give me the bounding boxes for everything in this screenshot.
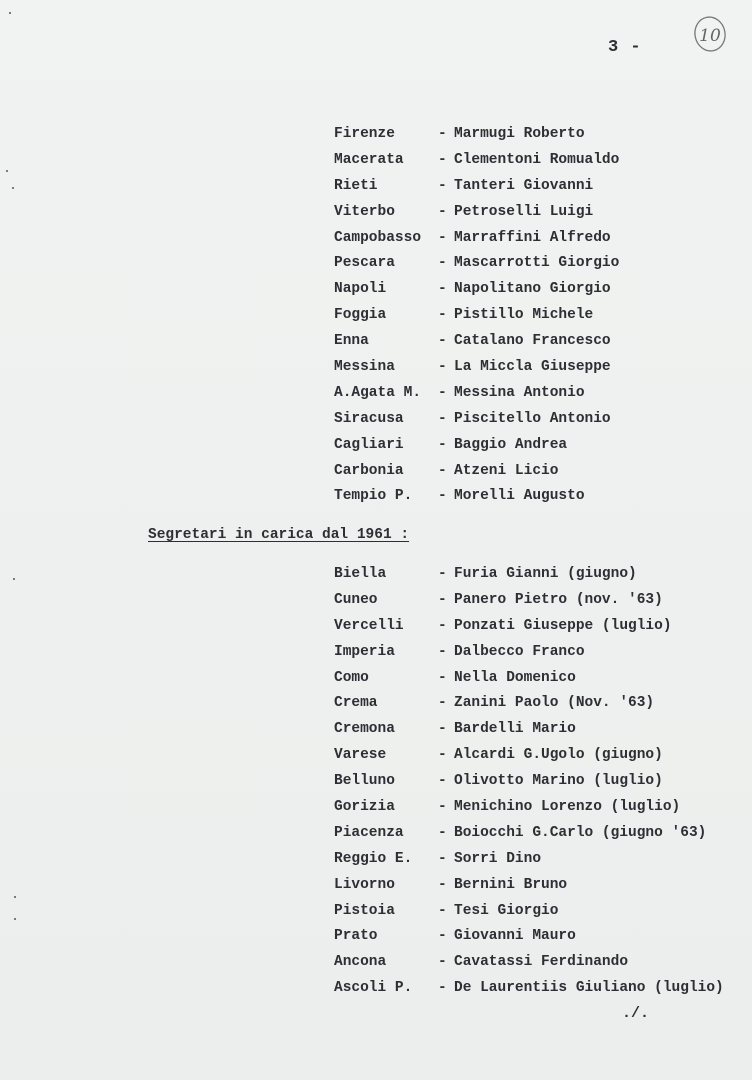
dash-separator: -	[438, 902, 447, 919]
secretary-name: Catalano Francesco	[454, 333, 611, 350]
city-name: Imperia	[334, 643, 395, 660]
city-name: Ancona	[334, 954, 387, 971]
dash-separator: -	[438, 384, 447, 401]
secretary-name: Morelli Augusto	[454, 488, 585, 505]
list-item	[334, 458, 619, 484]
secretaries-list-since-1961	[334, 561, 724, 1001]
secretary-name: Alcardi G.Ugolo (giugno)	[454, 747, 663, 764]
city-name: Cuneo	[334, 591, 378, 608]
dash-separator: -	[438, 643, 447, 660]
city-name: Siracusa	[334, 410, 404, 427]
dash-separator: -	[438, 617, 447, 634]
city-name: A.Agata M.	[334, 384, 422, 401]
dash-separator: -	[438, 798, 447, 815]
secretary-name: Menichino Lorenzo (luglio)	[454, 798, 681, 815]
secretaries-list-first	[334, 121, 619, 509]
secretary-name: Boiocchi G.Carlo (giugno '63)	[454, 824, 707, 841]
city-name: Viterbo	[334, 203, 395, 220]
list-item	[334, 587, 724, 613]
dash-separator: -	[438, 721, 447, 738]
list-item	[334, 639, 724, 665]
stamp-number: 10	[699, 26, 721, 46]
dash-separator: -	[438, 410, 447, 427]
city-name: Messina	[334, 358, 395, 375]
dash-separator: -	[438, 333, 447, 350]
list-item	[334, 406, 619, 432]
secretary-name: Bernini Bruno	[454, 876, 568, 893]
list-item	[334, 742, 724, 768]
city-name: Firenze	[334, 125, 395, 142]
scan-speck	[14, 918, 16, 920]
dash-separator: -	[438, 177, 447, 194]
list-item	[334, 147, 619, 173]
city-name: Macerata	[334, 151, 404, 168]
list-item	[334, 561, 724, 587]
list-item	[334, 483, 619, 509]
list-item	[334, 768, 724, 794]
list-item	[334, 613, 724, 639]
city-name: Foggia	[334, 307, 387, 324]
secretary-name: Pistillo Michele	[454, 307, 594, 324]
secretary-name: Petroselli Luigi	[454, 203, 594, 220]
secretary-name: Atzeni Licio	[454, 462, 559, 479]
secretary-name: Tesi Giorgio	[454, 902, 559, 919]
secretary-name: Marmugi Roberto	[454, 125, 585, 142]
dash-separator: -	[438, 151, 447, 168]
city-name: Prato	[334, 928, 378, 945]
dash-separator: -	[438, 669, 447, 686]
city-name: Belluno	[334, 773, 395, 790]
list-item	[334, 949, 724, 975]
secretary-name: Furia Gianni (giugno)	[454, 565, 637, 582]
list-item	[334, 794, 724, 820]
scan-speck	[13, 578, 15, 580]
continuation-mark: ./.	[622, 1005, 650, 1022]
secretary-name: Mascarrotti Giorgio	[454, 255, 620, 272]
city-name: Varese	[334, 747, 387, 764]
city-name: Piacenza	[334, 824, 404, 841]
list-item	[334, 716, 724, 742]
secretary-name: De Laurentiis Giuliano (luglio)	[454, 980, 724, 997]
secretary-name: Ponzati Giuseppe (luglio)	[454, 617, 672, 634]
list-item	[334, 199, 619, 225]
secretary-name: Olivotto Marino (luglio)	[454, 773, 663, 790]
dash-separator: -	[438, 358, 447, 375]
city-name: Rieti	[334, 177, 378, 194]
dash-separator: -	[438, 773, 447, 790]
dash-separator: -	[438, 876, 447, 893]
list-item	[334, 354, 619, 380]
list-item	[334, 820, 724, 846]
stamp-number-circle	[692, 14, 728, 54]
city-name: Pescara	[334, 255, 395, 272]
dash-separator: -	[438, 203, 447, 220]
city-name: Ascoli P.	[334, 980, 413, 997]
secretary-name: Clementoni Romualdo	[454, 151, 620, 168]
list-item	[334, 380, 619, 406]
city-name: Tempio P.	[334, 488, 413, 505]
dash-separator: -	[438, 695, 447, 712]
scan-speck	[12, 187, 14, 189]
dash-separator: -	[438, 850, 447, 867]
secretary-name: Dalbecco Franco	[454, 643, 585, 660]
scan-speck	[9, 12, 11, 14]
scan-speck	[14, 896, 16, 898]
list-item	[334, 872, 724, 898]
city-name: Como	[334, 669, 369, 686]
city-name: Pistoia	[334, 902, 395, 919]
secretary-name: Tanteri Giovanni	[454, 177, 594, 194]
secretary-name: La Miccla Giuseppe	[454, 358, 611, 375]
dash-separator: -	[438, 307, 447, 324]
dash-separator: -	[438, 980, 447, 997]
dash-separator: -	[438, 954, 447, 971]
dash-separator: -	[438, 125, 447, 142]
secretary-name: Bardelli Mario	[454, 721, 576, 738]
list-item	[334, 690, 724, 716]
scan-speck	[6, 170, 8, 172]
dash-separator: -	[438, 488, 447, 505]
list-item	[334, 665, 724, 691]
city-name: Enna	[334, 333, 369, 350]
city-name: Napoli	[334, 281, 387, 298]
dash-separator: -	[438, 281, 447, 298]
secretary-name: Napolitano Giorgio	[454, 281, 611, 298]
list-item	[334, 975, 724, 1001]
city-name: Cremona	[334, 721, 395, 738]
dash-separator: -	[438, 591, 447, 608]
secretary-name: Piscitello Antonio	[454, 410, 611, 427]
list-item	[334, 121, 619, 147]
city-name: Reggio E.	[334, 850, 413, 867]
city-name: Crema	[334, 695, 378, 712]
dash-separator: -	[438, 229, 447, 246]
secretary-name: Zanini Paolo (Nov. '63)	[454, 695, 655, 712]
list-item	[334, 328, 619, 354]
dash-separator: -	[438, 747, 447, 764]
city-name: Cagliari	[334, 436, 404, 453]
city-name: Livorno	[334, 876, 395, 893]
list-item	[334, 846, 724, 872]
list-item	[334, 276, 619, 302]
city-name: Vercelli	[334, 617, 404, 634]
city-name: Carbonia	[334, 462, 404, 479]
secretary-name: Sorri Dino	[454, 850, 542, 867]
dash-separator: -	[438, 824, 447, 841]
dash-separator: -	[438, 565, 447, 582]
list-item	[334, 923, 724, 949]
secretary-name: Panero Pietro (nov. '63)	[454, 591, 663, 608]
secretary-name: Messina Antonio	[454, 384, 585, 401]
city-name: Gorizia	[334, 798, 395, 815]
secretary-name: Cavatassi Ferdinando	[454, 954, 629, 971]
list-item	[334, 898, 724, 924]
city-name: Biella	[334, 565, 387, 582]
dash-separator: -	[438, 462, 447, 479]
secretary-name: Nella Domenico	[454, 669, 576, 686]
dash-separator: -	[438, 255, 447, 272]
city-name: Campobasso	[334, 229, 422, 246]
list-item	[334, 250, 619, 276]
list-item	[334, 225, 619, 251]
dash-separator: -	[438, 928, 447, 945]
list-item	[334, 173, 619, 199]
page-number: 3 -	[608, 38, 642, 57]
list-item	[334, 302, 619, 328]
dash-separator: -	[438, 436, 447, 453]
secretary-name: Baggio Andrea	[454, 436, 568, 453]
list-item	[334, 432, 619, 458]
secretary-name: Giovanni Mauro	[454, 928, 576, 945]
secretary-name: Marraffini Alfredo	[454, 229, 611, 246]
section-heading: Segretari in carica dal 1961 :	[148, 527, 410, 543]
